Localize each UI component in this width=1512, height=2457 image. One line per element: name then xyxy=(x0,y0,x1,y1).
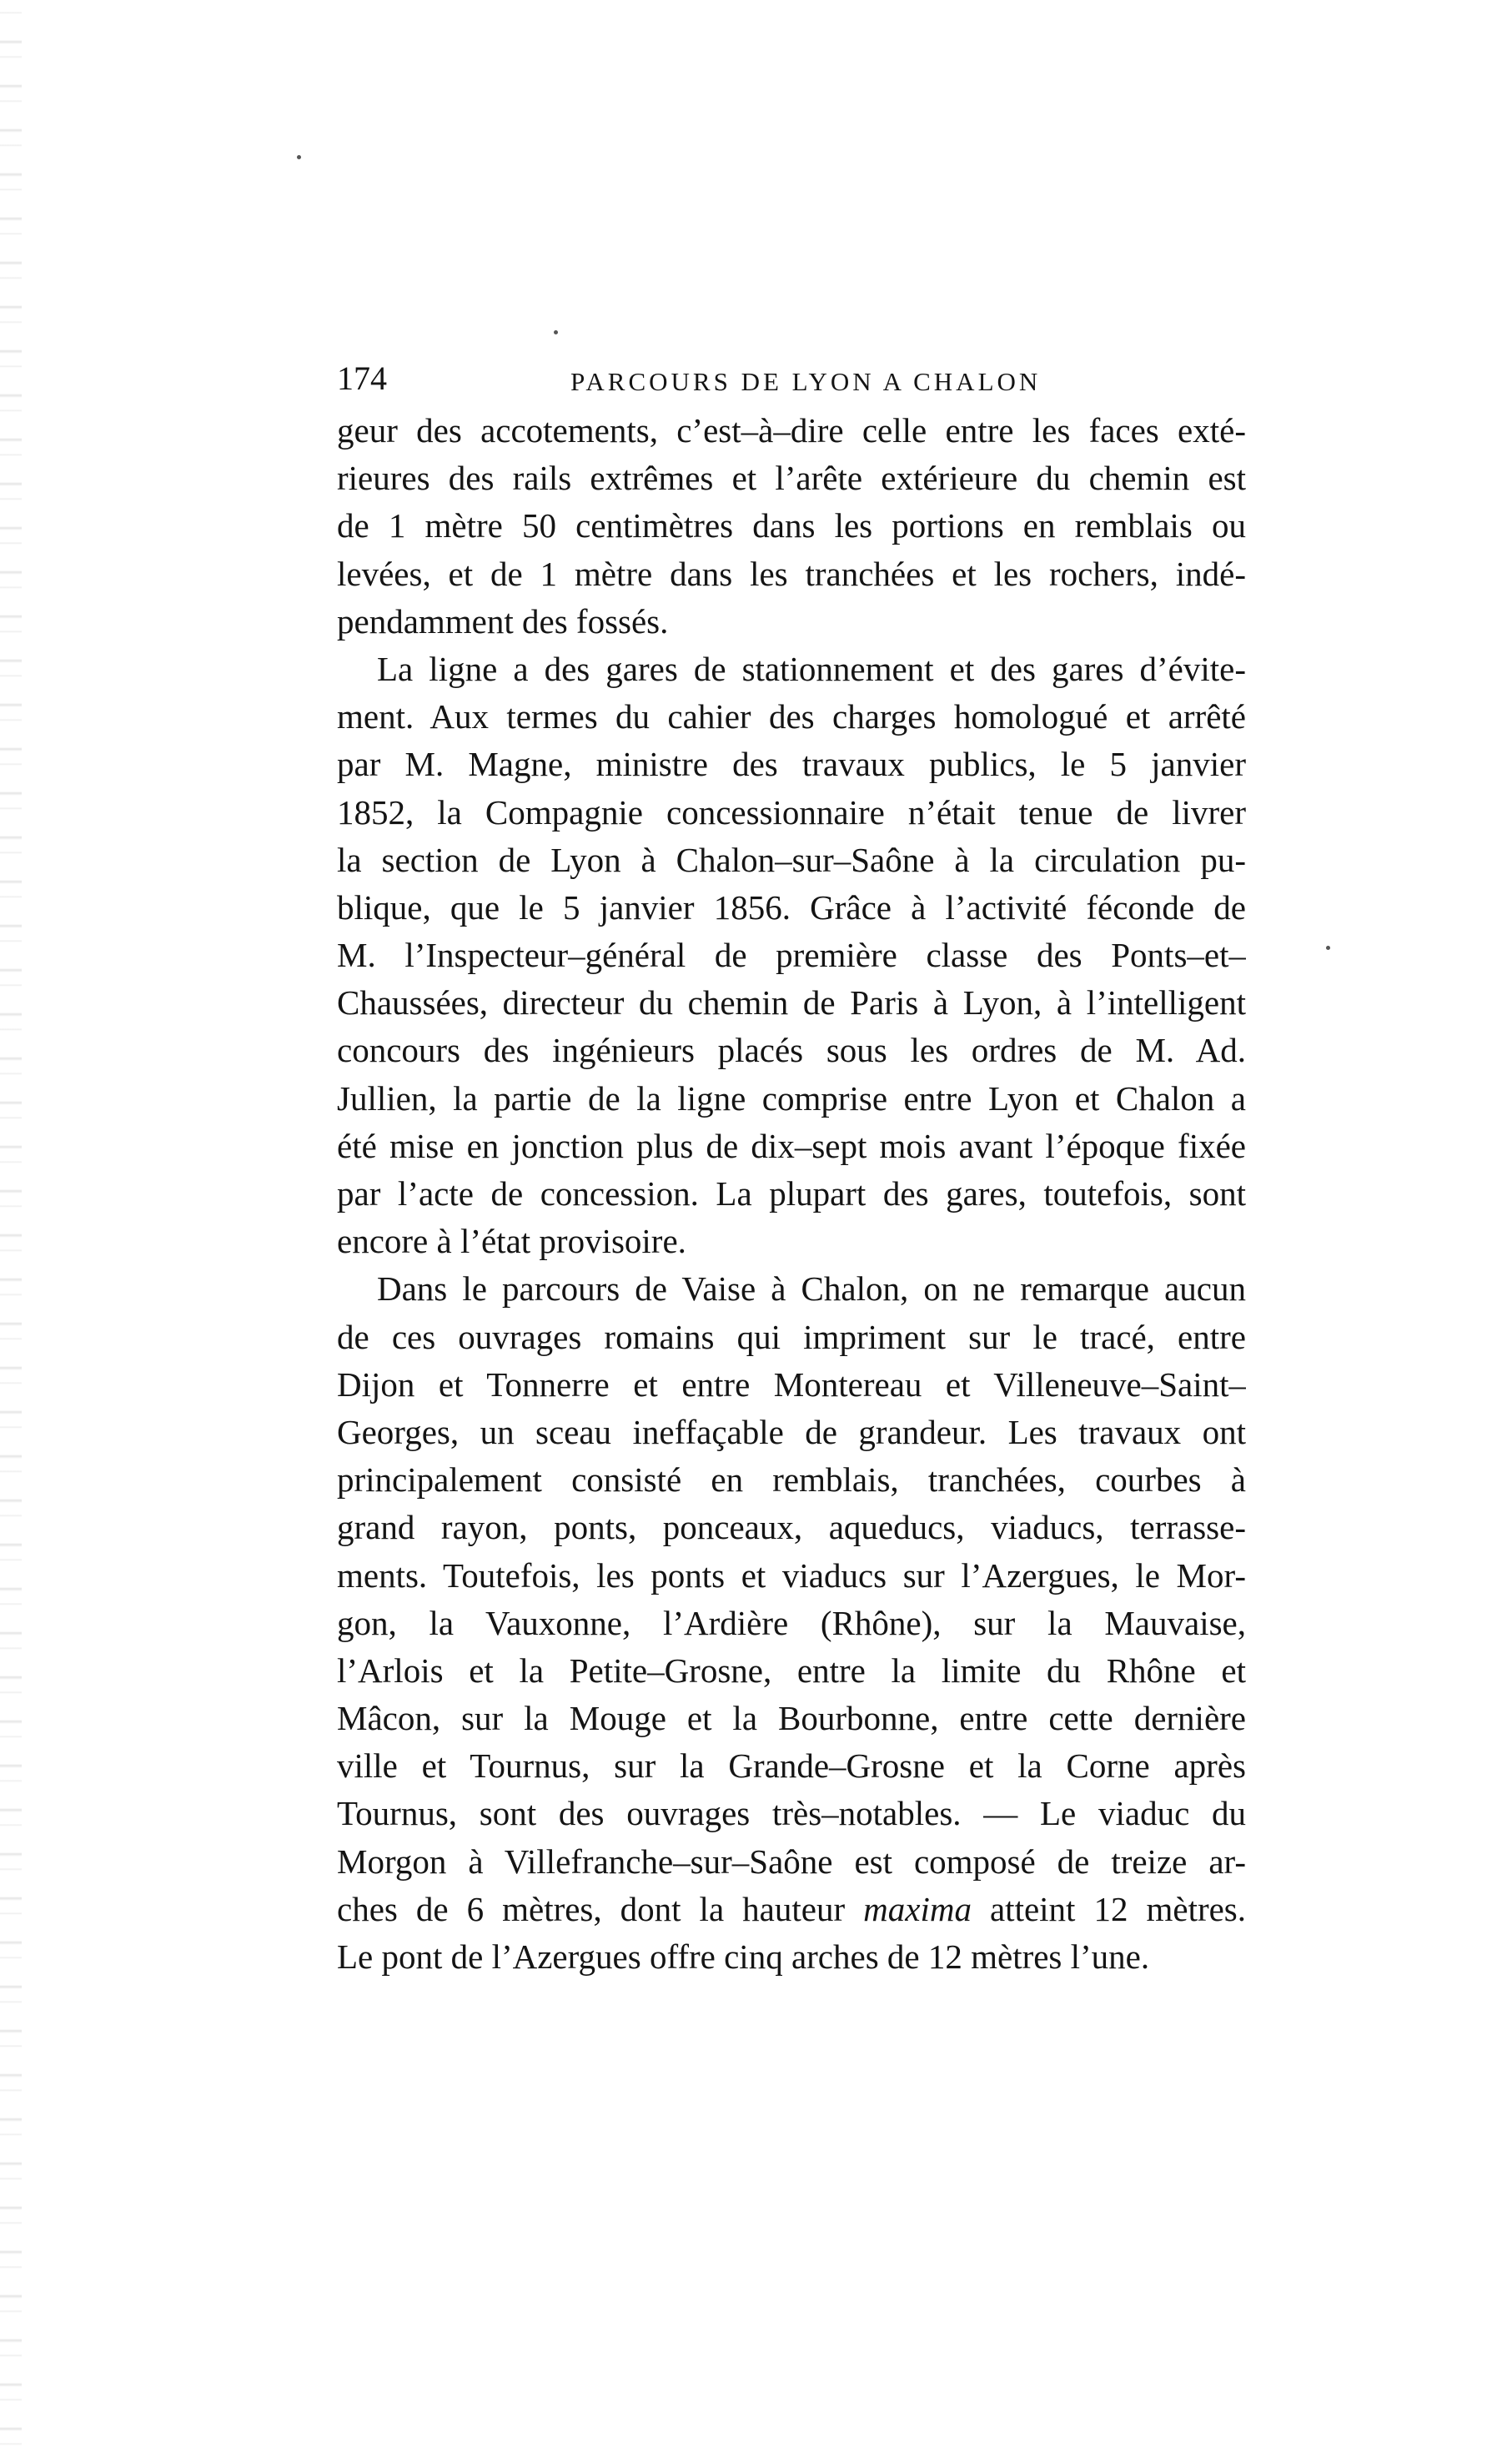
text-line: Dans le parcours de Vaise à Chalon, on ne remarque aucun xyxy=(377,1269,1246,1309)
text-line: M. l’Inspecteur–général de première classe des Ponts–et– xyxy=(337,936,1246,975)
scanned-page-edge xyxy=(0,0,22,2457)
text-line: encore à l’état provisoire. xyxy=(337,1222,686,1261)
body-text xyxy=(337,407,1246,1981)
scan-speck xyxy=(1326,946,1330,950)
text-line: Chaussées, directeur du chemin de Paris à Lyon, à l’intelligent xyxy=(337,983,1246,1022)
text-line: geur des accotements, c’est–à–dire celle entre les faces exté- xyxy=(337,411,1246,450)
text-line: par l’acte de concession. La plupart des gares, toutefois, sont xyxy=(337,1174,1246,1213)
text-line: concours des ingénieurs placés sous les ordres de M. Ad. xyxy=(337,1031,1246,1070)
page-header xyxy=(337,354,1246,404)
text-line: rieures des rails extrêmes et l’arête extérieure du chemin est xyxy=(337,459,1246,498)
text-line: Jullien, la partie de la ligne comprise entre Lyon et Chalon a xyxy=(337,1078,1246,1118)
text-line: blique, que le 5 janvier 1856. Grâce à l’activité féconde de xyxy=(337,887,1246,927)
text-line: Le pont de l’Azergues offre cinq arches de 12 mètres l’une. xyxy=(337,1937,1150,1976)
text-line: de 1 mètre 50 centimètres dans les portions en remblais ou xyxy=(337,506,1246,545)
text-line: principalement consisté en remblais, tranchées, courbes à xyxy=(337,1460,1246,1500)
text-line: Mâcon, sur la Mouge et la Bourbonne, entre cette dernière xyxy=(337,1699,1246,1738)
scan-speck xyxy=(297,155,301,159)
text-line: grand rayon, ponts, ponceaux, aqueducs, viaducs, terrasse- xyxy=(337,1508,1246,1547)
text-line: Dijon et Tonnerre et entre Montereau et Villeneuve–Saint– xyxy=(337,1364,1246,1404)
text-line: pendamment des fossés. xyxy=(337,601,669,641)
text-line: ment. Aux termes du cahier des charges homologué et arrêté xyxy=(337,697,1246,736)
text-segment: atteint 12 mètres. xyxy=(989,1889,1246,1928)
text-line: de ces ouvrages romains qui impriment sur le tracé, entre xyxy=(337,1317,1246,1356)
page-number: 174 xyxy=(337,359,387,397)
scan-speck xyxy=(554,330,558,334)
text-line: La ligne a des gares de stationnement et des gares d’évite- xyxy=(377,649,1246,688)
text-line: Morgon à Villefranche–sur–Saône est composé de treize ar- xyxy=(337,1841,1246,1881)
text-line: gon, la Vauxonne, l’Ardière (Rhône), sur la Mauvaise, xyxy=(337,1603,1246,1642)
text-line: 1852, la Compagnie concessionnaire n’était tenue de livrer xyxy=(337,792,1246,832)
text-line: la section de Lyon à Chalon–sur–Saône à la circulation pu- xyxy=(337,840,1246,879)
text-segment: ches de 6 mètres, dont la hauteur xyxy=(337,1889,846,1928)
running-title: PARCOURS DE LYON A CHALON xyxy=(570,367,1042,396)
text-line: par M. Magne, ministre des travaux publics, le 5 janvier xyxy=(337,745,1246,784)
text-line: ments. Toutefois, les ponts et viaducs sur l’Azergues, le Mor- xyxy=(337,1555,1246,1595)
text-line-mixed xyxy=(337,1886,1246,1933)
text-line: l’Arlois et la Petite–Grosne, entre la limite du Rhône et xyxy=(337,1651,1246,1690)
italic-word: maxima xyxy=(863,1889,972,1928)
text-line: Tournus, sont des ouvrages très–notables. — Le viaduc du xyxy=(337,1794,1246,1833)
text-line: été mise en jonction plus de dix–sept mois avant l’époque fixée xyxy=(337,1126,1246,1165)
text-line: Georges, un sceau ineffaçable de grandeur. Les travaux ont xyxy=(337,1412,1246,1451)
text-line: levées, et de 1 mètre dans les tranchées et les rochers, indé- xyxy=(337,554,1246,593)
text-line: ville et Tournus, sur la Grande–Grosne et la Corne après xyxy=(337,1746,1246,1786)
